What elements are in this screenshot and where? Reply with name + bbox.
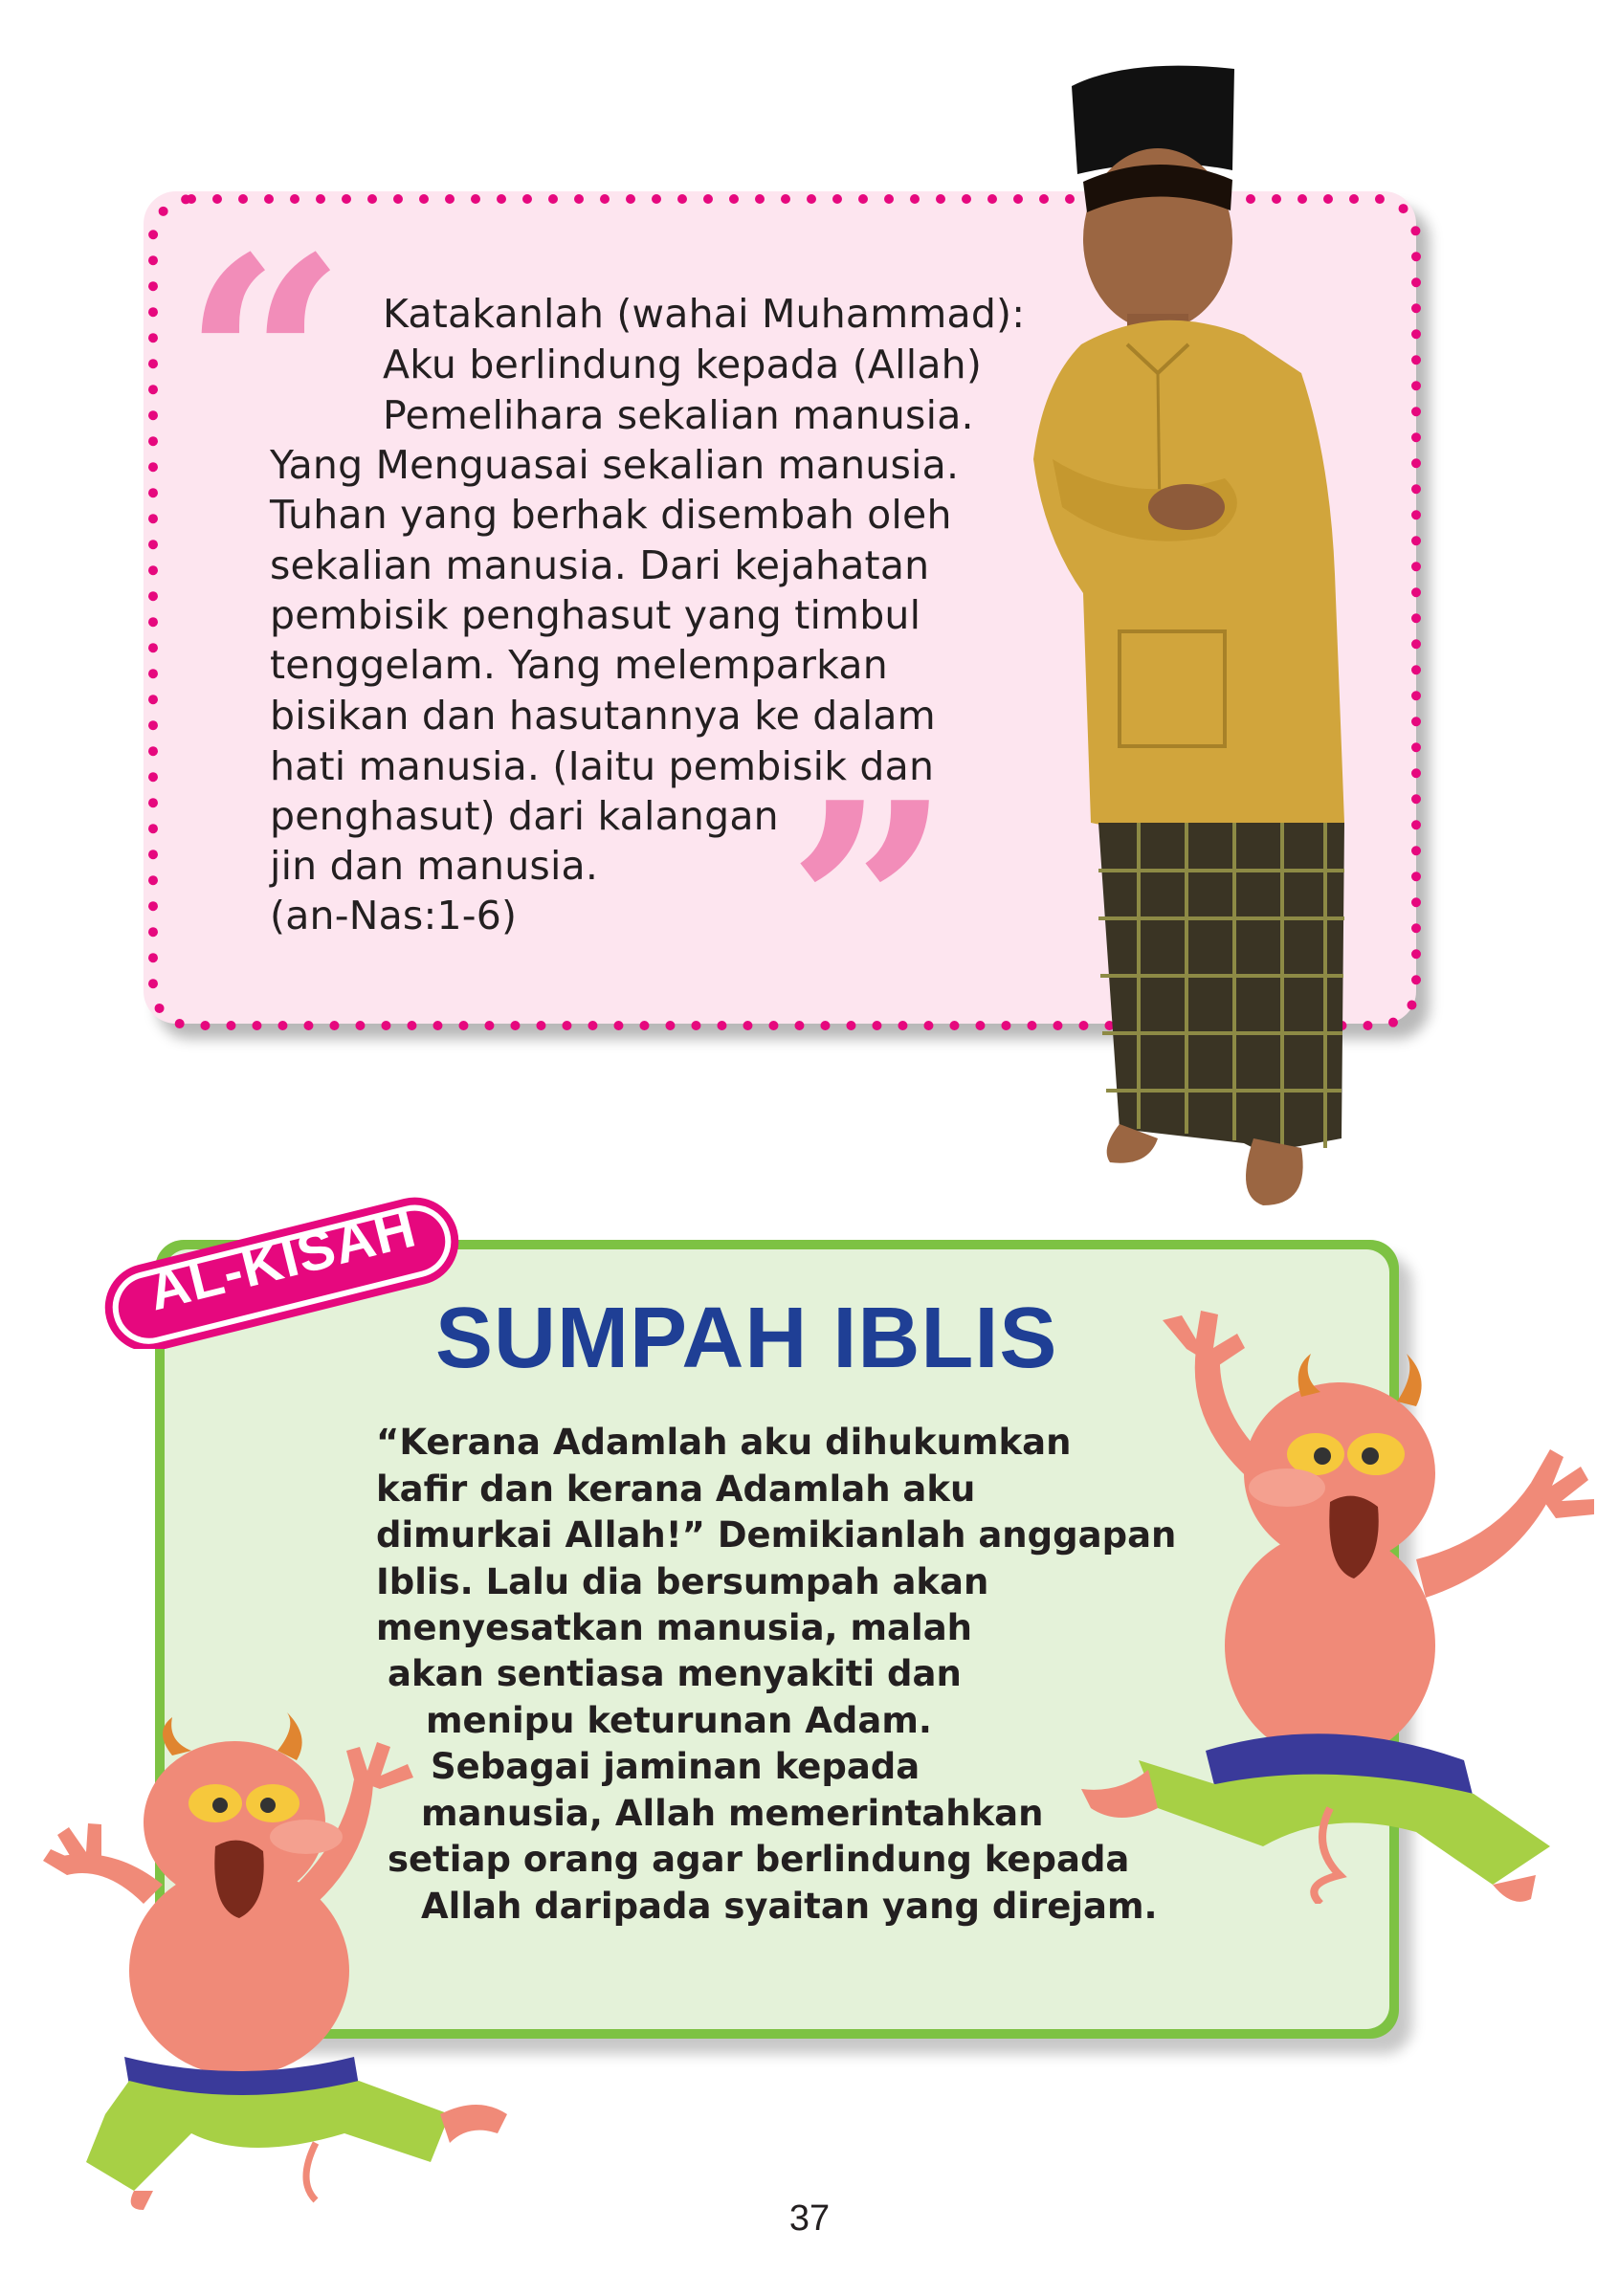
devil-illustration-left [29, 1712, 565, 2210]
praying-boy-image [1014, 57, 1378, 1215]
page-number: 37 [788, 2198, 831, 2239]
quote-line: Yang Menguasai sekalian manusia. [270, 442, 960, 488]
quote-line: sekalian manusia. Dari kejahatan [270, 542, 930, 588]
story-line: akan sentiasa menyakiti dan [388, 1653, 962, 1694]
quote-line: Tuhan yang berhak disembah oleh [270, 492, 952, 538]
story-line: menyesatkan manusia, malah [376, 1607, 973, 1648]
story-line: setiap orang agar berlindung kepada [388, 1839, 1130, 1880]
story-line: “Kerana Adamlah aku dihukumkan [376, 1422, 1072, 1463]
open-quote-mark: “ [182, 220, 347, 430]
story-title: SUMPAH IBLIS [435, 1291, 1058, 1386]
quote-line: jin dan manusia. [270, 843, 599, 889]
quote-source: (an-Nas:1-6) [270, 893, 518, 938]
quote-line: hati manusia. (Iaitu pembisik dan [270, 743, 935, 789]
quote-line: Pemelihara sekalian manusia. [383, 392, 974, 438]
story-line: kafir dan kerana Adamlah aku [376, 1468, 976, 1510]
story-line: Sebagai jaminan kepada [431, 1746, 920, 1787]
quote-line: penghasut) dari kalangan [270, 793, 779, 839]
story-line: Iblis. Lalu dia bersumpah akan [376, 1561, 989, 1602]
close-quote-mark: ” [787, 765, 952, 966]
quote-line: Aku berlindung kepada (Allah) [383, 342, 983, 387]
quote-line: pembisik penghasut yang timbul [270, 592, 921, 638]
quote-line: Katakanlah (wahai Muhammad): [383, 291, 1026, 337]
devil-illustration-right [1014, 1311, 1608, 1904]
quote-line: bisikan dan hasutannya ke dalam [270, 693, 936, 739]
story-line: Allah daripada syaitan yang direjam. [421, 1886, 1158, 1927]
story-line: menipu keturunan Adam. [426, 1700, 932, 1741]
al-kisah-label: AL-KISAH [142, 1196, 423, 1323]
quote-line: tenggelam. Yang melemparkan [270, 642, 888, 688]
story-line: dimurkai Allah!” Demikianlah anggapan [376, 1514, 1177, 1556]
story-line: manusia, Allah memerintahkan [421, 1793, 1044, 1834]
